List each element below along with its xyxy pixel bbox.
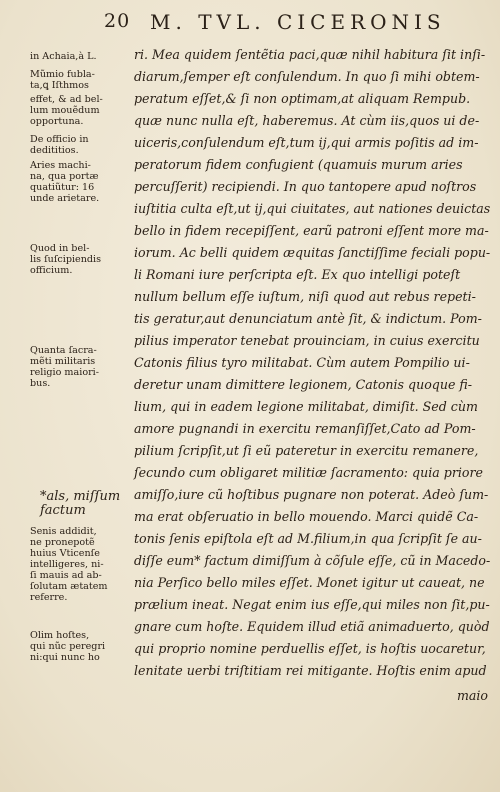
text-line: iuſtitia culta eſt,ut ij,qui ciuitates, aut nationes deuictas <box>134 201 491 216</box>
text-line: diarum,ſemper eſt conſulendum. In quo ſi mihi obtem- <box>134 69 480 84</box>
text-line: lium, qui in eadem legione militabat, dimiſit. Sed cùm <box>134 399 478 414</box>
text-line: lenitate uerbi triſtitiam rei mitigante. Hoſtis enim apud <box>134 663 487 678</box>
text-line: uiceris,conſulendum eſt,tum ij,qui armis poſitis ad im- <box>134 135 479 150</box>
text-line: peratum eſſet,& ſi non optimam,at aliquam Rempub. <box>134 91 471 106</box>
text-line: ri. Mea quidem ſentẽtia paci,quæ nihil habitura ſit inſi- <box>134 47 486 62</box>
text-line: diſſe eum* factum dimiſſum à cõſule eſſe, cũ in Macedo- <box>134 553 491 568</box>
margin-note: Aries machi- na, qua portæ quatiũtur: 16 unde arietare. <box>30 160 100 204</box>
text-line: pilius imperator tenebat prouinciam, in cuius exercitu <box>134 333 480 348</box>
text-line: Catonis filius tyro militabat. Cùm autem Pompilio ui- <box>134 355 470 370</box>
text-line: nullum bellum eſſe iuſtum, niſi quod aut rebus repeti- <box>134 289 476 304</box>
catchword: maio <box>456 688 488 703</box>
text-line: ma erat obſeruatio in bello mouendo. Marci quidẽ Ca- <box>134 509 479 524</box>
margin-note: effet, & ad bel- lum mouẽdum opportuna. <box>30 94 103 127</box>
text-line: pilium ſcripſit,ut ſi eũ pateretur in exercitu remanere, <box>134 443 479 458</box>
text-line: quæ nunc nulla eſt, haberemus. At cùm iis,quos ui de- <box>134 113 480 128</box>
text-line: amiſſo,iure cũ hoſtibus pugnare non poterat. Adeò ſum- <box>134 487 489 502</box>
text-line: gnare cum hoſte. Equidem illud etiã animaduerto, quòd <box>134 619 490 634</box>
text-line: amore pugnandi in exercitu remanſiſſet,Cato ad Pom- <box>134 421 476 436</box>
margin-note: Mũmio fubla- ta,ꝗ Iſthmos <box>30 69 95 91</box>
text-line: li Romani iure perſcripta eſt. Ex quo intelligi poteſt <box>134 267 461 282</box>
text-line: nia Perſico bello miles eſſet. Monet igitur ut caueat, ne <box>134 575 485 590</box>
margin-note: Senis addidit, ne pronepotẽ huius Vticenſe intelligeres, ni- ſi mauis ad ab- ſolutam ætatem referre. <box>30 526 108 603</box>
text-line: prælium ineat. Negat enim ius eſſe,qui miles non ſit,pu- <box>134 597 490 612</box>
margin-note: Olim hoſtes, qui nũc peregri ni:qui nunc ho <box>30 630 106 663</box>
text-line: deretur unam dimittere legionem, Catonis quoque fi- <box>134 377 473 392</box>
text-line: bello in fidem recepiſſent, earũ patroni eſſent more ma- <box>134 223 489 238</box>
text-line: iorum. Ac belli quidem æquitas ſanctiſſime feciali popu- <box>134 245 491 260</box>
text-line: tonis ſenis epiſtola eſt ad M.filium,in qua ſcripſit ſe au- <box>134 531 482 546</box>
running-head: M. TVL. CICERONIS <box>150 10 446 34</box>
text-line: tis geratur,aut denunciatum antè ſit, & indictum. Pom- <box>134 311 482 326</box>
page-number: 20 <box>104 10 131 32</box>
margin-note: *als, miſſum factum <box>40 489 121 518</box>
text-line: percuſſerit) recipiendi. In quo tantopere apud noſtros <box>134 179 477 194</box>
text-line: peratorum fidem confugient (quamuis murum aries <box>134 157 463 172</box>
text-line: ſecundo cum obligaret militiæ ſacramento: quia priore <box>134 465 483 480</box>
margin-note: in Achaia,à L. <box>30 51 97 62</box>
margin-note: De officio in dedititios. <box>30 134 89 156</box>
margin-note: Quanta ſacra- mẽti militaris religio maiori- bus. <box>30 345 99 389</box>
text-line: qui proprio nomine perduellis eſſet, is hoſtis uocaretur, <box>134 641 486 656</box>
margin-note: Quod in bel- lis ſuſcipiendis officium. <box>30 243 102 276</box>
